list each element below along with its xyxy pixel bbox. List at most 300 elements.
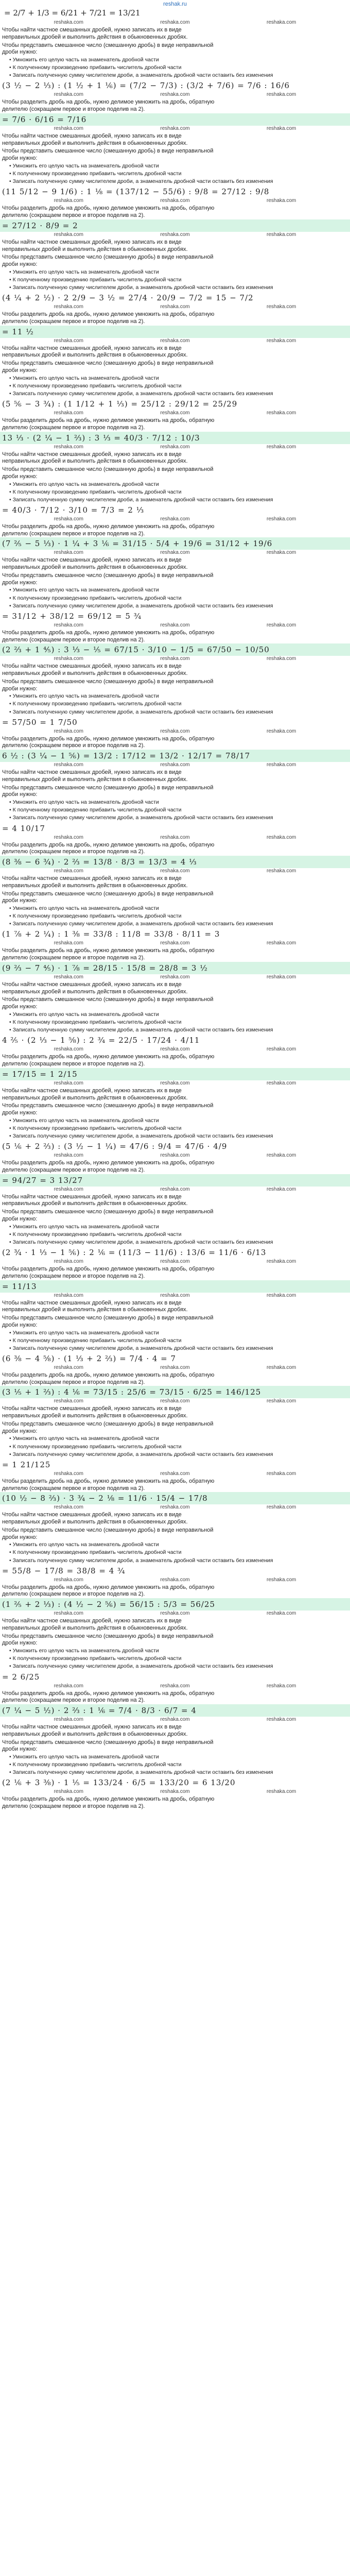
watermark-row bbox=[0, 198, 350, 204]
rule-note: Чтобы найти частное смешанных дробей, нужно записать их в виде неправильных дробей и выполнить действия в обыкновенных дробях. bbox=[2, 451, 188, 465]
step-item: • К полученному произведению прибавить числитель дробной части bbox=[9, 64, 350, 72]
watermark: reshaka.com bbox=[267, 125, 296, 131]
watermark: reshaka.com bbox=[160, 550, 190, 556]
watermark: reshaka.com bbox=[160, 1470, 190, 1477]
watermark: reshaka.com bbox=[267, 198, 296, 204]
formula-line: (6 ⅜ − 4 ⅝) · (1 ⅓ + 2 ⅔) = 7/4 · 4 = 7 bbox=[2, 1353, 177, 1363]
step-item: • Записать полученную сумму числителем дроби, а знаменатель дробной части оставить без изменения bbox=[9, 178, 350, 185]
formula-result-line: = 11/13 bbox=[0, 1280, 350, 1293]
steps-list bbox=[0, 586, 350, 609]
watermark: reshaka.com bbox=[160, 728, 190, 734]
formula-result-line: 13 ⅓ · (2 ¼ − 1 ⅔) : 3 ⅓ = 40/3 · 7/12 : 10/3 bbox=[0, 432, 350, 444]
watermark-row bbox=[0, 1683, 350, 1689]
watermark: reshaka.com bbox=[160, 622, 190, 628]
step-item: • Умножить его целую часть на знаменатель дробной части bbox=[9, 1117, 350, 1125]
watermark: reshaka.com bbox=[54, 728, 83, 734]
formula-line: = 2/7 + 1/3 = 6/21 + 7/21 = 13/21 bbox=[4, 8, 141, 18]
rule-note: Чтобы разделить дробь на дробь, нужно делимое умножить на дробь, обратную делителю (сокращаем первое и второе поделив на 2). bbox=[2, 1584, 215, 1598]
watermark: reshaka.com bbox=[54, 1789, 83, 1795]
rule-note: Чтобы найти частное смешанных дробей, нужно записать их в виде неправильных дробей и выполнить действия в обыкновенных дробях. bbox=[2, 345, 188, 359]
formula-result-line: 6 ½ : (3 ¼ − 1 ⅚) = 13/2 : 17/12 = 13/2 · 12/17 = 78/17 bbox=[0, 750, 350, 762]
rule-note: Чтобы представить смешанное число (смешанную дробь) в виде неправильной дроби нужно: bbox=[2, 1420, 214, 1434]
step-item: • Записать полученную сумму числителем дроби, а знаменатель дробной части оставить без изменения bbox=[9, 1239, 350, 1246]
rule-note: Чтобы представить смешанное число (смешанную дробь) в виде неправильной дроби нужно: bbox=[2, 890, 214, 904]
watermark: reshaka.com bbox=[267, 516, 296, 522]
watermark: reshaka.com bbox=[160, 1364, 190, 1370]
step-item: • К полученному произведению прибавить числитель дробной части bbox=[9, 1443, 350, 1451]
watermark: reshaka.com bbox=[160, 410, 190, 416]
watermark-row bbox=[0, 940, 350, 946]
step-item: • К полученному произведению прибавить числитель дробной части bbox=[9, 1231, 350, 1239]
solution-block bbox=[0, 762, 350, 868]
formula-line: = 40/3 · 7/12 · 3/10 = 7/3 = 2 ⅓ bbox=[2, 505, 145, 515]
step-item: • Умножить его целую часть на знаменатель дробной части bbox=[9, 1435, 350, 1443]
watermark: reshaka.com bbox=[54, 1046, 83, 1053]
formula-result-line: = 11 ½ bbox=[0, 326, 350, 338]
watermark: reshaka.com bbox=[267, 1080, 296, 1086]
solution-block bbox=[0, 338, 350, 444]
step-item: • Записать полученную сумму числителем дроби, а знаменатель дробной части оставить без изменения bbox=[9, 814, 350, 822]
steps-list bbox=[0, 1117, 350, 1140]
watermark: reshaka.com bbox=[160, 1398, 190, 1404]
step-item: • Записать полученную сумму числителем дроби, а знаменатель дробной части оставить без изменения bbox=[9, 1132, 350, 1140]
watermark: reshaka.com bbox=[54, 1292, 83, 1298]
rule-note: Чтобы представить смешанное число (смешанную дробь) в виде неправильной дроби нужно: bbox=[2, 1633, 214, 1647]
watermark: reshaka.com bbox=[54, 550, 83, 556]
step-item: • К полученному произведению прибавить числитель дробной части bbox=[9, 170, 350, 178]
rule-note: Чтобы разделить дробь на дробь, нужно делимое умножить на дробь, обратную делителю (сокращаем первое и второе поделив на 2). bbox=[2, 311, 215, 325]
watermark-row bbox=[0, 1153, 350, 1159]
formula-result-line: = 27/12 · 8/9 = 2 bbox=[0, 219, 350, 232]
step-item: • К полученному произведению прибавить числитель дробной части bbox=[9, 1655, 350, 1663]
watermark: reshaka.com bbox=[267, 1046, 296, 1053]
formula-line: = 31/12 + 38/12 = 69/12 = 5 ¾ bbox=[2, 611, 142, 621]
watermark: reshaka.com bbox=[54, 198, 83, 204]
watermark: reshaka.com bbox=[54, 1470, 83, 1477]
rule-note: Чтобы найти частное смешанных дробей, нужно записать их в виде неправильных дробей и выполнить действия в обыкновенных дробях. bbox=[2, 1724, 188, 1737]
rule-note: Чтобы найти частное смешанных дробей, нужно записать их в виде неправильных дробей и выполнить действия в обыкновенных дробях. bbox=[2, 132, 188, 146]
watermark: reshaka.com bbox=[267, 20, 296, 25]
watermark: reshaka.com bbox=[54, 1611, 83, 1617]
formula-result-line: = 17/15 = 1 2/15 bbox=[0, 1068, 350, 1080]
watermark-row bbox=[0, 622, 350, 629]
watermark-row bbox=[0, 444, 350, 450]
steps-list bbox=[0, 162, 350, 185]
step-item: • Умножить его целую часть на знаменатель дробной части bbox=[9, 1753, 350, 1761]
site-name-top[interactable]: reshak.ru bbox=[163, 1, 187, 7]
rule-note: Чтобы разделить дробь на дробь, нужно делимое умножить на дробь, обратную делителю (сокращаем первое и второе поделив на 2). bbox=[2, 205, 215, 218]
formula-result-line: (7 ⅖ − 5 ⅓) · 1 ¼ + 3 ⅙ = 31/15 · 5/4 + 19/6 = 31/12 + 19/6 bbox=[0, 537, 350, 550]
step-item: • К полученному произведению прибавить числитель дробной части bbox=[9, 912, 350, 920]
step-item: • Записать полученную сумму числителем дроби, а знаменатель дробной части оставить без изменения bbox=[9, 390, 350, 398]
formula-result-line: (2 ⅔ + 1 ⅘) : 3 ⅓ − ⅕ = 67/15 · 3/10 − 1/5 = 67/50 − 10/50 bbox=[0, 643, 350, 656]
watermark: reshaka.com bbox=[267, 1504, 296, 1511]
watermark: reshaka.com bbox=[54, 834, 83, 840]
rule-note: Чтобы представить смешанное число (смешанную дробь) в виде неправильной дроби нужно: bbox=[2, 466, 214, 480]
watermark: reshaka.com bbox=[54, 231, 83, 238]
rule-note: Чтобы представить смешанное число (смешанную дробь) в виде неправильной дроби нужно: bbox=[2, 784, 214, 798]
step-item: • Записать полученную сумму числителем дроби, а знаменатель дробной части оставить без изменения bbox=[9, 920, 350, 928]
rule-note: Чтобы найти частное смешанных дробей, нужно записать их в виде неправильных дробей и выполнить действия в обыкновенных дробях. bbox=[2, 1512, 188, 1525]
watermark: reshaka.com bbox=[54, 444, 83, 450]
rule-note: Чтобы разделить дробь на дробь, нужно делимое умножить на дробь, обратную делителю (сокращаем первое и второе поделив на 2). bbox=[2, 629, 215, 643]
step-item: • Записать полученную сумму числителем дроби, а знаменатель дробной части оставить без изменения bbox=[9, 496, 350, 504]
watermark: reshaka.com bbox=[267, 622, 296, 628]
watermark: reshaka.com bbox=[54, 20, 83, 25]
watermark-row bbox=[0, 1504, 350, 1511]
rule-note: Чтобы разделить дробь на дробь, нужно делимое умножить на дробь, обратную делителю (сокращаем первое и второе поделив на 2). bbox=[2, 1371, 215, 1385]
formula-result-line: (7 ¼ − 5 ½) · 2 ⅔ : 1 ⅙ = 7/4 · 8/3 · 6/7 = 4 bbox=[0, 1704, 350, 1717]
solution-block bbox=[0, 20, 350, 126]
watermark-row bbox=[0, 1611, 350, 1617]
watermark: reshaka.com bbox=[54, 92, 83, 98]
formula-line: (2 ¾ · 1 ⅓ − 1 ⅚) : 2 ⅙ = (11/3 − 11/6) : 13/6 = 11/6 · 6/13 bbox=[2, 1248, 267, 1257]
rule-note: Чтобы представить смешанное число (смешанную дробь) в виде неправильной дроби нужно: bbox=[2, 1209, 214, 1222]
watermark: reshaka.com bbox=[54, 656, 83, 662]
formula-result-line: (8 ⅜ − 6 ¾) · 2 ⅔ = 13/8 · 8/3 = 13/3 = 4 ⅓ bbox=[0, 856, 350, 868]
step-item: • Записать полученную сумму числителем дроби, а знаменатель дробной части оставить без изменения bbox=[9, 602, 350, 610]
watermark-row bbox=[0, 1187, 350, 1193]
rule-note: Чтобы представить смешанное число (смешанную дробь) в виде неправильной дроби нужно: bbox=[2, 254, 214, 267]
step-item: • Умножить его целую часть на знаменатель дробной части bbox=[9, 692, 350, 700]
formula-line: (2 ⅙ + 3 ⅜) · 1 ⅕ = 133/24 · 6/5 = 133/20 = 6 13/20 bbox=[2, 1778, 236, 1788]
watermark: reshaka.com bbox=[54, 1186, 83, 1192]
watermark: reshaka.com bbox=[160, 125, 190, 131]
watermark: reshaka.com bbox=[54, 1153, 83, 1159]
step-item: • Записать полученную сумму числителем дроби, а знаменатель дробной части оставить без изменения bbox=[9, 284, 350, 292]
formula-line: (11 5/12 − 9 1/6) : 1 ⅛ = (137/12 − 55/6) : 9/8 = 27/12 : 9/8 bbox=[2, 187, 270, 197]
watermark-row bbox=[0, 92, 350, 98]
solution-block bbox=[0, 1187, 350, 1293]
steps-list bbox=[0, 1329, 350, 1352]
solution-block bbox=[0, 1717, 350, 1810]
watermark: reshaka.com bbox=[267, 1398, 296, 1404]
watermark: reshaka.com bbox=[160, 1683, 190, 1689]
step-item: • Умножить его целую часть на знаменатель дробной части bbox=[9, 1011, 350, 1019]
watermark: reshaka.com bbox=[160, 868, 190, 874]
steps-list bbox=[0, 1223, 350, 1246]
step-item: • Умножить его целую часть на знаменатель дробной части bbox=[9, 1329, 350, 1337]
watermark: reshaka.com bbox=[54, 1364, 83, 1370]
watermark-row bbox=[0, 974, 350, 980]
watermark-row bbox=[0, 1365, 350, 1371]
watermark: reshaka.com bbox=[160, 1080, 190, 1086]
watermark: reshaka.com bbox=[54, 974, 83, 980]
solution-block bbox=[0, 550, 350, 656]
watermark: reshaka.com bbox=[160, 1504, 190, 1511]
watermark: reshaka.com bbox=[54, 1683, 83, 1689]
watermark: reshaka.com bbox=[267, 762, 296, 768]
step-item: • К полученному произведению прибавить числитель дробной части bbox=[9, 1761, 350, 1769]
watermark: reshaka.com bbox=[267, 1470, 296, 1477]
watermark: reshaka.com bbox=[160, 516, 190, 522]
formula-line: = 4 10/17 bbox=[2, 823, 45, 833]
watermark: reshaka.com bbox=[267, 550, 296, 556]
step-item: • К полученному произведению прибавить числитель дробной части bbox=[9, 1125, 350, 1132]
formula-line: (5 ⅙ + 2 ⅔) : (3 ½ − 1 ¼) = 47/6 : 9/4 = 47/6 · 4/9 bbox=[2, 1142, 227, 1151]
watermark: reshaka.com bbox=[267, 656, 296, 662]
watermark: reshaka.com bbox=[267, 728, 296, 734]
step-item: • Умножить его целую часть на знаменатель дробной части bbox=[9, 268, 350, 276]
watermark: reshaka.com bbox=[160, 762, 190, 768]
watermark: reshaka.com bbox=[160, 1717, 190, 1722]
rule-note: Чтобы представить смешанное число (смешанную дробь) в виде неправильной дроби нужно: bbox=[2, 1103, 214, 1116]
step-item: • К полученному произведению прибавить числитель дробной части bbox=[9, 700, 350, 708]
rule-note: Чтобы представить смешанное число (смешанную дробь) в виде неправильной дроби нужно: bbox=[2, 42, 214, 56]
watermark-row bbox=[0, 835, 350, 841]
watermark: reshaka.com bbox=[267, 1717, 296, 1722]
watermark-row bbox=[0, 1471, 350, 1477]
rule-note: Чтобы найти частное смешанных дробей, нужно записать их в виде неправильных дробей и выполнить действия в обыкновенных дробях. bbox=[2, 981, 188, 995]
watermark: reshaka.com bbox=[267, 974, 296, 980]
watermark: reshaka.com bbox=[267, 337, 296, 344]
watermark: reshaka.com bbox=[54, 125, 83, 131]
watermark: reshaka.com bbox=[160, 834, 190, 840]
watermark: reshaka.com bbox=[267, 444, 296, 450]
rule-note: Чтобы представить смешанное число (смешанную дробь) в виде неправильной дроби нужно: bbox=[2, 1739, 214, 1753]
rule-note: Чтобы разделить дробь на дробь, нужно делимое умножить на дробь, обратную делителю (сокращаем первое и второе поделив на 2). bbox=[2, 99, 215, 113]
watermark: reshaka.com bbox=[267, 1259, 296, 1264]
watermark: reshaka.com bbox=[54, 622, 83, 628]
watermark: reshaka.com bbox=[160, 92, 190, 98]
step-item: • Умножить его целую часть на знаменатель дробной части bbox=[9, 1647, 350, 1655]
watermark: reshaka.com bbox=[160, 304, 190, 310]
watermark: reshaka.com bbox=[160, 1153, 190, 1159]
rule-note: Чтобы разделить дробь на дробь, нужно делимое умножить на дробь, обратную делителю (сокращаем первое и второе поделив на 2). bbox=[2, 735, 215, 749]
rule-note: Чтобы представить смешанное число (смешанную дробь) в виде неправильной дроби нужно: bbox=[2, 996, 214, 1010]
step-item: • Умножить его целую часть на знаменатель дробной части bbox=[9, 1541, 350, 1549]
step-item: • К полученному произведению прибавить числитель дробной части bbox=[9, 276, 350, 284]
step-item: • Умножить его целую часть на знаменатель дробной части bbox=[9, 586, 350, 594]
watermark-row bbox=[0, 550, 350, 556]
step-item: • Записать полученную сумму числителем дроби, а знаменатель дробной части оставить без изменения bbox=[9, 1769, 350, 1776]
formula-line: (1 ⅞ + 2 ¼) : 1 ⅜ = 33/8 : 11/8 = 33/8 · 8/11 = 3 bbox=[2, 929, 220, 939]
formula-line: 4 ⅖ · (2 ⅓ − 1 ⅝) : 2 ¾ = 22/5 · 17/24 · 4/11 bbox=[2, 1036, 200, 1045]
watermark-row bbox=[0, 1293, 350, 1299]
watermark-row bbox=[0, 1080, 350, 1087]
rule-note: Чтобы найти частное смешанных дробей, нужно записать их в виде неправильных дробей и выполнить действия в обыкновенных дробях. bbox=[2, 1193, 188, 1207]
steps-list bbox=[0, 1435, 350, 1458]
step-item: • К полученному произведению прибавить числитель дробной части bbox=[9, 488, 350, 496]
steps-list bbox=[0, 56, 350, 79]
watermark: reshaka.com bbox=[54, 762, 83, 768]
rule-note: Чтобы разделить дробь на дробь, нужно делимое умножить на дробь, обратную делителю (сокращаем первое и второе поделив на 2). bbox=[2, 523, 215, 537]
watermark: reshaka.com bbox=[54, 1717, 83, 1722]
watermark: reshaka.com bbox=[267, 1364, 296, 1370]
formula-result-line: (3 ⅕ + 1 ⅔) : 4 ⅙ = 73/15 : 25/6 = 73/15 · 6/25 = 146/125 bbox=[0, 1386, 350, 1398]
solution-content bbox=[0, 20, 350, 1810]
steps-list bbox=[0, 1541, 350, 1564]
step-item: • К полученному произведению прибавить числитель дробной части bbox=[9, 1019, 350, 1026]
watermark-row bbox=[0, 1577, 350, 1583]
watermark-row bbox=[0, 338, 350, 344]
steps-list bbox=[0, 481, 350, 504]
watermark: reshaka.com bbox=[267, 92, 296, 98]
watermark: reshaka.com bbox=[54, 868, 83, 874]
rule-note: Чтобы разделить дробь на дробь, нужно делимое умножить на дробь, обратную делителю (сокращаем первое и второе поделив на 2). bbox=[2, 1054, 215, 1067]
watermark: reshaka.com bbox=[267, 1153, 296, 1159]
step-item: • К полученному произведению прибавить числитель дробной части bbox=[9, 806, 350, 814]
watermark: reshaka.com bbox=[160, 444, 190, 450]
formula-line: = 1 21/125 bbox=[2, 1460, 51, 1469]
watermark-row bbox=[0, 20, 350, 26]
watermark: reshaka.com bbox=[267, 940, 296, 946]
steps-list bbox=[0, 1753, 350, 1776]
step-item: • К полученному произведению прибавить числитель дробной части bbox=[9, 382, 350, 390]
rule-note: Чтобы разделить дробь на дробь, нужно делимое умножить на дробь, обратную делителю (сокращаем первое и второе поделив на 2). bbox=[2, 947, 215, 961]
formula-result-line: = 7/6 · 6/16 = 7/16 bbox=[0, 113, 350, 126]
watermark: reshaka.com bbox=[54, 337, 83, 344]
solution-block bbox=[0, 1611, 350, 1717]
step-item: • Умножить его целую часть на знаменатель дробной части bbox=[9, 481, 350, 488]
step-item: • К полученному произведению прибавить числитель дробной части bbox=[9, 595, 350, 602]
solution-block bbox=[0, 1398, 350, 1504]
rule-note: Чтобы разделить дробь на дробь, нужно делимое умножить на дробь, обратную делителю (сокращаем первое и второе поделив на 2). bbox=[2, 1160, 215, 1173]
watermark-row bbox=[0, 1398, 350, 1404]
watermark: reshaka.com bbox=[54, 1398, 83, 1404]
step-item: • К полученному произведению прибавить числитель дробной части bbox=[9, 1337, 350, 1345]
formula-line: = 2 6/25 bbox=[2, 1672, 40, 1682]
watermark-row bbox=[0, 126, 350, 132]
watermark: reshaka.com bbox=[54, 1504, 83, 1511]
watermark-row bbox=[0, 232, 350, 238]
watermark: reshaka.com bbox=[267, 868, 296, 874]
steps-list bbox=[0, 905, 350, 928]
watermark: reshaka.com bbox=[267, 1789, 296, 1795]
solution-block bbox=[0, 1293, 350, 1399]
watermark: reshaka.com bbox=[267, 304, 296, 310]
watermark: reshaka.com bbox=[54, 1259, 83, 1264]
watermark: reshaka.com bbox=[160, 1577, 190, 1583]
formula-line: (5 ⅚ − 3 ¾) : (1 1/12 + 1 ⅓) = 25/12 : 29/12 = 25/29 bbox=[2, 399, 238, 409]
watermark: reshaka.com bbox=[54, 1577, 83, 1583]
formula-result-line: (1 ⅖ + 2 ⅓) : (4 ½ − 2 ⅚) = 56/15 : 5/3 = 56/25 bbox=[0, 1598, 350, 1611]
formula-line: (3 ½ − 2 ⅓) : (1 ½ + 1 ⅙) = (7/2 − 7/3) : (3/2 + 7/6) = 7/6 : 16/6 bbox=[2, 81, 290, 91]
rule-note: Чтобы представить смешанное число (смешанную дробь) в виде неправильной дроби нужно: bbox=[2, 148, 214, 162]
rule-note: Чтобы найти частное смешанных дробей, нужно записать их в виде неправильных дробей и выполнить действия в обыкновенных дробях. bbox=[2, 1299, 188, 1313]
solution-block bbox=[0, 656, 350, 762]
watermark-row bbox=[0, 1046, 350, 1053]
step-item: • Записать полученную сумму числителем дроби, а знаменатель дробной части оставить без изменения bbox=[9, 1345, 350, 1352]
rule-note: Чтобы разделить дробь на дробь, нужно делимое умножить на дробь, обратную делителю (сокращаем первое и второе поделив на 2). bbox=[2, 1796, 215, 1810]
solution-block bbox=[0, 444, 350, 550]
watermark: reshaka.com bbox=[160, 940, 190, 946]
step-item: • Умножить его целую часть на знаменатель дробной части bbox=[9, 375, 350, 382]
watermark: reshaka.com bbox=[160, 1292, 190, 1298]
step-item: • Записать полученную сумму числителем дроби, а знаменатель дробной части оставить без изменения bbox=[9, 1663, 350, 1670]
watermark: reshaka.com bbox=[54, 516, 83, 522]
watermark: reshaka.com bbox=[267, 1577, 296, 1583]
step-item: • Умножить его целую часть на знаменатель дробной части bbox=[9, 1223, 350, 1231]
watermark: reshaka.com bbox=[267, 1611, 296, 1617]
rule-note: Чтобы найти частное смешанных дробей, нужно записать их в виде неправильных дробей и выполнить действия в обыкновенных дробях. bbox=[2, 769, 188, 783]
rule-note: Чтобы найти частное смешанных дробей, нужно записать их в виде неправильных дробей и выполнить действия в обыкновенных дробях. bbox=[2, 27, 188, 40]
steps-list bbox=[0, 1647, 350, 1670]
solution-block bbox=[0, 1504, 350, 1611]
step-item: • Записать полученную сумму числителем дроби, а знаменатель дробной части оставить без изменения bbox=[9, 1451, 350, 1459]
watermark-row bbox=[0, 1259, 350, 1265]
rule-note: Чтобы представить смешанное число (смешанную дробь) в виде неправильной дроби нужно: bbox=[2, 1315, 214, 1328]
watermark-row bbox=[0, 656, 350, 662]
rule-note: Чтобы представить смешанное число (смешанную дробь) в виде неправильной дроби нужно: bbox=[2, 572, 214, 586]
watermark: reshaka.com bbox=[54, 304, 83, 310]
rule-note: Чтобы найти частное смешанных дробей, нужно записать их в виде неправильных дробей и выполнить действия в обыкновенных дробях. bbox=[2, 663, 188, 676]
watermark: reshaka.com bbox=[267, 1683, 296, 1689]
formula-result-line: = 94/27 = 3 13/27 bbox=[0, 1174, 350, 1187]
rule-note: Чтобы найти частное смешанных дробей, нужно записать их в виде неправильных дробей и выполнить действия в обыкновенных дробях. bbox=[2, 875, 188, 889]
rule-note: Чтобы представить смешанное число (смешанную дробь) в виде неправильной дроби нужно: bbox=[2, 678, 214, 692]
watermark-row bbox=[0, 868, 350, 874]
watermark: reshaka.com bbox=[267, 834, 296, 840]
step-item: • К полученному произведению прибавить числитель дробной части bbox=[9, 1549, 350, 1556]
watermark: reshaka.com bbox=[54, 1080, 83, 1086]
watermark-row bbox=[0, 762, 350, 768]
formula-line: = 57/50 = 1 7/50 bbox=[2, 717, 78, 727]
rule-note: Чтобы разделить дробь на дробь, нужно делимое умножить на дробь, обратную делителю (сокращаем первое и второе поделив на 2). bbox=[2, 1478, 215, 1492]
formula-line: (4 ¼ + 2 ½) · 2 2/9 − 3 ½ = 27/4 · 20/9 − 7/2 = 15 − 7/2 bbox=[2, 293, 254, 303]
solution-block bbox=[0, 974, 350, 1080]
watermark: reshaka.com bbox=[160, 337, 190, 344]
watermark: reshaka.com bbox=[54, 410, 83, 416]
steps-list bbox=[0, 375, 350, 398]
watermark: reshaka.com bbox=[160, 1186, 190, 1192]
rule-note: Чтобы разделить дробь на дробь, нужно делимое умножить на дробь, обратную делителю (сокращаем первое и второе поделив на 2). bbox=[2, 1690, 215, 1704]
step-item: • Записать полученную сумму числителем дроби, а знаменатель дробной части оставить без изменения bbox=[9, 708, 350, 716]
watermark-row bbox=[0, 1789, 350, 1795]
watermark: reshaka.com bbox=[267, 410, 296, 416]
rule-note: Чтобы найти частное смешанных дробей, нужно записать их в виде неправильных дробей и выполнить действия в обыкновенных дробях. bbox=[2, 1087, 188, 1101]
steps-list bbox=[0, 692, 350, 716]
step-item: • Записать полученную сумму числителем дроби, а знаменатель дробной части оставить без изменения bbox=[9, 72, 350, 79]
rule-note: Чтобы найти частное смешанных дробей, нужно записать их в виде неправильных дробей и выполнить действия в обыкновенных дробях. bbox=[2, 239, 188, 252]
formula-result-line: (10 ½ − 8 ⅔) · 3 ¾ − 2 ⅛ = 11/6 · 15/4 − 17/8 bbox=[0, 1492, 350, 1504]
watermark-row bbox=[0, 410, 350, 416]
solution-block bbox=[0, 126, 350, 232]
formula-line: = 55/8 − 17/8 = 38/8 = 4 ¾ bbox=[2, 1566, 126, 1575]
watermark: reshaka.com bbox=[160, 656, 190, 662]
steps-list bbox=[0, 268, 350, 292]
watermark: reshaka.com bbox=[160, 974, 190, 980]
step-item: • Умножить его целую часть на знаменатель дробной части bbox=[9, 162, 350, 170]
watermark-row bbox=[0, 516, 350, 522]
step-item: • Записать полученную сумму числителем дроби, а знаменатель дробной части оставить без изменения bbox=[9, 1557, 350, 1565]
steps-list bbox=[0, 1011, 350, 1034]
watermark: reshaka.com bbox=[160, 20, 190, 25]
solution-block bbox=[0, 868, 350, 974]
step-item: • Записать полученную сумму числителем дроби, а знаменатель дробной части оставить без изменения bbox=[9, 1026, 350, 1034]
watermark: reshaka.com bbox=[160, 1259, 190, 1264]
rule-note: Чтобы разделить дробь на дробь, нужно делимое умножить на дробь, обратную делителю (сокращаем первое и второе поделив на 2). bbox=[2, 841, 215, 855]
watermark: reshaka.com bbox=[54, 940, 83, 946]
rule-note: Чтобы найти частное смешанных дробей, нужно записать их в виде неправильных дробей и выполнить действия в обыкновенных дробях. bbox=[2, 557, 188, 571]
watermark: reshaka.com bbox=[267, 1186, 296, 1192]
rule-note: Чтобы найти частное смешанных дробей, нужно записать их в виде неправильных дробей и выполнить действия в обыкновенных дробях. bbox=[2, 1618, 188, 1631]
rule-note: Чтобы представить смешанное число (смешанную дробь) в виде неправильной дроби нужно: bbox=[2, 1527, 214, 1540]
watermark: reshaka.com bbox=[160, 231, 190, 238]
rule-note: Чтобы представить смешанное число (смешанную дробь) в виде неправильной дроби нужно: bbox=[2, 360, 214, 374]
watermark: reshaka.com bbox=[160, 1789, 190, 1795]
step-item: • Умножить его целую часть на знаменатель дробной части bbox=[9, 905, 350, 912]
watermark: reshaka.com bbox=[267, 231, 296, 238]
watermark-row bbox=[0, 1717, 350, 1723]
watermark: reshaka.com bbox=[160, 198, 190, 204]
solution-block bbox=[0, 1080, 350, 1187]
watermark-row bbox=[0, 304, 350, 310]
rule-note: Чтобы разделить дробь на дробь, нужно делимое умножить на дробь, обратную делителю (сокращаем первое и второе поделив на 2). bbox=[2, 1266, 215, 1279]
solution-block bbox=[0, 232, 350, 338]
steps-list bbox=[0, 799, 350, 822]
rule-note: Чтобы найти частное смешанных дробей, нужно записать их в виде неправильных дробей и выполнить действия в обыкновенных дробях. bbox=[2, 1405, 188, 1419]
